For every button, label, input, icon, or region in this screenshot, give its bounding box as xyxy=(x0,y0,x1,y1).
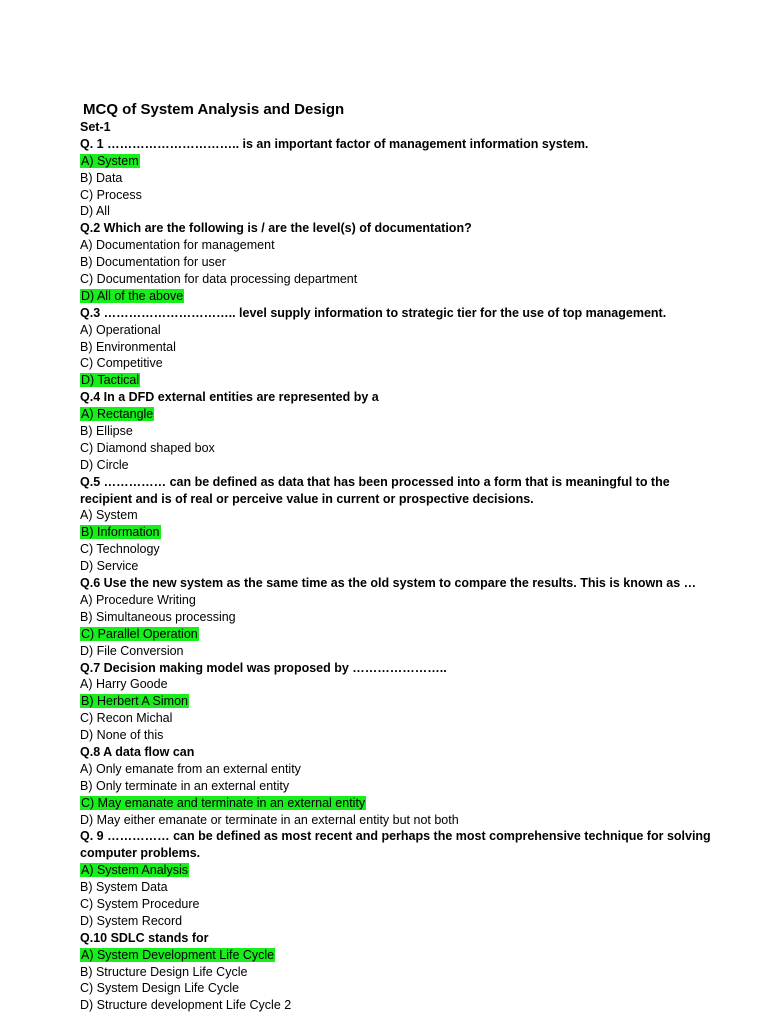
correct-answer-option: B) Herbert A Simon xyxy=(81,694,188,709)
option-line xyxy=(80,812,720,829)
option-line xyxy=(80,406,720,423)
answer-option: A) Only emanate from an external entity xyxy=(80,761,301,776)
option-line xyxy=(80,355,720,372)
answer-option: B) Ellipse xyxy=(80,424,133,439)
question-text: Q.3 ………………………….. level supply information to strategic tier for the use of top management. xyxy=(80,305,667,320)
option-line xyxy=(80,524,720,541)
option-line xyxy=(80,423,720,440)
option-line xyxy=(80,913,720,930)
option-line xyxy=(80,322,720,339)
correct-answer-option: D) Tactical xyxy=(81,373,140,388)
answer-option: B) Documentation for user xyxy=(80,255,226,270)
correct-answer-option: C) May emanate and terminate in an external entity xyxy=(81,795,366,810)
answer-option: A) System xyxy=(80,508,138,523)
question-list xyxy=(80,119,720,1014)
question-text-continued: recipient and is of real or perceive value in current or prospective decisions. xyxy=(80,491,534,506)
answer-option: C) Competitive xyxy=(80,356,163,371)
correct-answer-option: C) Parallel Operation xyxy=(81,626,198,641)
correct-answer-option: D) All of the above xyxy=(81,288,184,303)
answer-option: C) System Design Life Cycle xyxy=(80,981,240,996)
option-line xyxy=(80,879,720,896)
question-text-continued: computer problems. xyxy=(80,846,201,861)
question-text: Q. 9 …………… can be defined as most recent and perhaps the most comprehensive technique for solving xyxy=(80,829,711,844)
correct-answer-option: A) System Development Life Cycle xyxy=(81,947,275,962)
option-line xyxy=(80,558,720,575)
correct-answer-option: A) System xyxy=(81,153,139,168)
option-line xyxy=(80,507,720,524)
option-line xyxy=(80,947,720,964)
answer-option: B) Data xyxy=(80,170,123,185)
option-line xyxy=(80,339,720,356)
correct-answer-option: A) Rectangle xyxy=(81,407,154,422)
answer-option: D) None of this xyxy=(80,728,164,743)
option-line xyxy=(80,964,720,981)
option-line xyxy=(80,372,720,389)
option-line xyxy=(80,761,720,778)
question-text: Q.4 In a DFD external entities are represented by a xyxy=(80,390,379,405)
answer-option: A) Procedure Writing xyxy=(80,592,196,607)
answer-option: B) System Data xyxy=(80,880,168,895)
question-text: Q.2 Which are the following is / are the level(s) of documentation? xyxy=(80,221,472,236)
option-line xyxy=(80,795,720,812)
answer-option: C) Diamond shaped box xyxy=(80,440,215,455)
option-line xyxy=(80,153,720,170)
document-title: MCQ of System Analysis and Design xyxy=(83,101,345,118)
option-line xyxy=(80,457,720,474)
question-text: Q.10 SDLC stands for xyxy=(80,930,209,945)
answer-option: B) Environmental xyxy=(80,339,176,354)
option-line xyxy=(80,862,720,879)
option-line xyxy=(80,980,720,997)
option-line xyxy=(80,541,720,558)
answer-option: C) Recon Michal xyxy=(80,711,173,726)
answer-option: B) Only terminate in an external entity xyxy=(80,778,290,793)
correct-answer-option: B) Information xyxy=(81,525,160,540)
option-line xyxy=(80,693,720,710)
answer-option: D) May either emanate or terminate in an external entity but not both xyxy=(80,812,459,827)
option-line xyxy=(80,778,720,795)
option-line xyxy=(80,643,720,660)
answer-option: C) Process xyxy=(80,187,142,202)
question-text: Q.6 Use the new system as the same time as the old system to compare the results. This is known as … xyxy=(80,576,697,591)
option-line xyxy=(80,676,720,693)
answer-option: D) Service xyxy=(80,559,139,574)
answer-option: D) Circle xyxy=(80,457,129,472)
correct-answer-option: A) System Analysis xyxy=(81,863,188,878)
question-text: Q. 1 ………………………….. is an important factor of management information system. xyxy=(80,136,589,151)
answer-option: D) System Record xyxy=(80,913,183,928)
option-line xyxy=(80,237,720,254)
questions-container xyxy=(80,136,720,1014)
question-text: Q.7 Decision making model was proposed by ………………….. xyxy=(80,660,447,675)
option-line xyxy=(80,896,720,913)
option-line xyxy=(80,609,720,626)
answer-option: C) Technology xyxy=(80,542,160,557)
answer-option: A) Operational xyxy=(80,322,161,337)
answer-option: B) Simultaneous processing xyxy=(80,609,236,624)
question-text: Q.8 A data flow can xyxy=(80,744,195,759)
answer-option: B) Structure Design Life Cycle xyxy=(80,964,248,979)
option-line xyxy=(80,271,720,288)
answer-option: D) Structure development Life Cycle 2 xyxy=(80,998,292,1013)
set-label: Set-1 xyxy=(80,120,111,134)
question-text: Q.5 …………… can be defined as data that has been processed into a form that is meaningful to the xyxy=(80,474,670,489)
option-line xyxy=(80,187,720,204)
answer-option: D) All xyxy=(80,204,110,219)
option-line xyxy=(80,170,720,187)
answer-option: A) Documentation for management xyxy=(80,238,275,253)
option-line xyxy=(80,727,720,744)
answer-option: A) Harry Goode xyxy=(80,677,168,692)
option-line xyxy=(80,710,720,727)
option-line xyxy=(80,626,720,643)
answer-option: C) System Procedure xyxy=(80,896,200,911)
option-line xyxy=(80,254,720,271)
answer-option: C) Documentation for data processing department xyxy=(80,272,358,287)
option-line xyxy=(80,288,720,305)
option-line xyxy=(80,203,720,220)
answer-option: D) File Conversion xyxy=(80,643,184,658)
option-line xyxy=(80,997,720,1014)
option-line xyxy=(80,592,720,609)
option-line xyxy=(80,440,720,457)
